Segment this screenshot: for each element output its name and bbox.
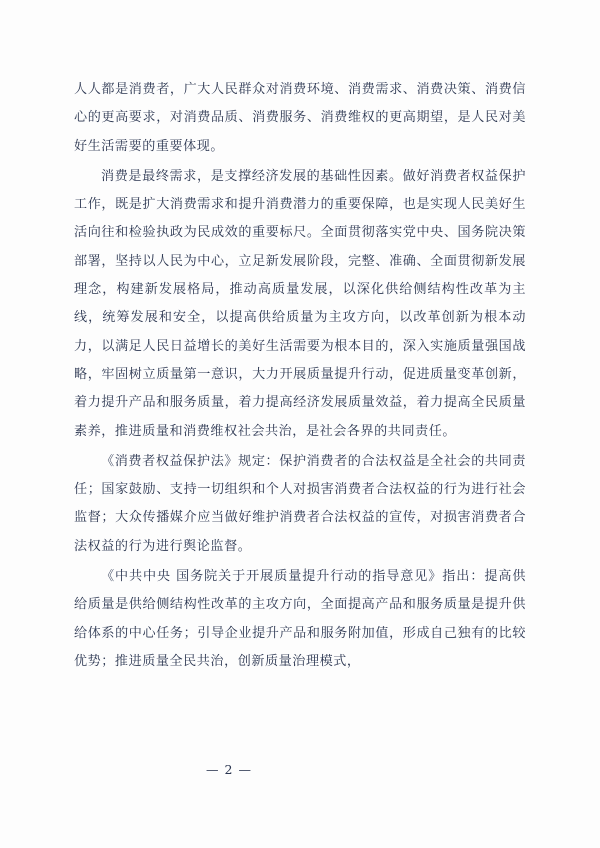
paragraph: 《中共中央 国务院关于开展质量提升行动的指导意见》指出：提高供给质量是供给侧结构性改革的主攻方向，全面提高产品和服务质量是提升供给体系的中心任务；引导企业提升产品和服务附加值，形成自己独有的比较优势；推进质量全民共治，创新质量治理模式， [74, 569, 526, 669]
paragraph: 消费是最终需求，是支撑经济发展的基础性因素。做好消费者权益保护工作，既是扩大消费需求和提升消费潜力的重要保障，也是实现人民美好生活向往和检验执政为民成效的重要标尺。全面贯彻落实党中央、国务院决策部署，坚持以人民为中心，立足新发展阶段，完整、准确、全面贯彻新发展理念，构建新发展格局，推动高质量发展，以深化供给侧结构性改革为主线，统筹发展和安全，以提高供给质量为主攻方向，以改革创新为根本动力，以满足人民日益增长的美好生活需要为根本目的，深入实施质量强国战略，牢固树立质量第一意识，大力开展质量提升行动，促进质量变革创新，着力提升产品和服务质量，着力提高经济发展质量效益，着力提高全民质量素养，推进质量和消费维权社会共治，是社会各界的共同责任。 [74, 168, 526, 439]
page-body [74, 76, 526, 678]
page-number [0, 762, 600, 777]
page-number-label: — 2 — [206, 762, 252, 777]
paragraph: 《消费者权益保护法》规定：保护消费者的合法权益是全社会的共同责任；国家鼓励、支持一切组织和个人对损害消费者合法权益的行为进行社会监督；大众传播媒介应当做好维护消费者合法权益的宣传，对损害消费者合法权益的行为进行舆论监督。 [74, 453, 526, 554]
paragraph: 人人都是消费者，广大人民群众对消费环境、消费需求、消费决策、消费信心的更高要求，对消费品质、消费服务、消费维权的更高期望，是人民对美好生活需要的重要体现。 [74, 82, 526, 154]
